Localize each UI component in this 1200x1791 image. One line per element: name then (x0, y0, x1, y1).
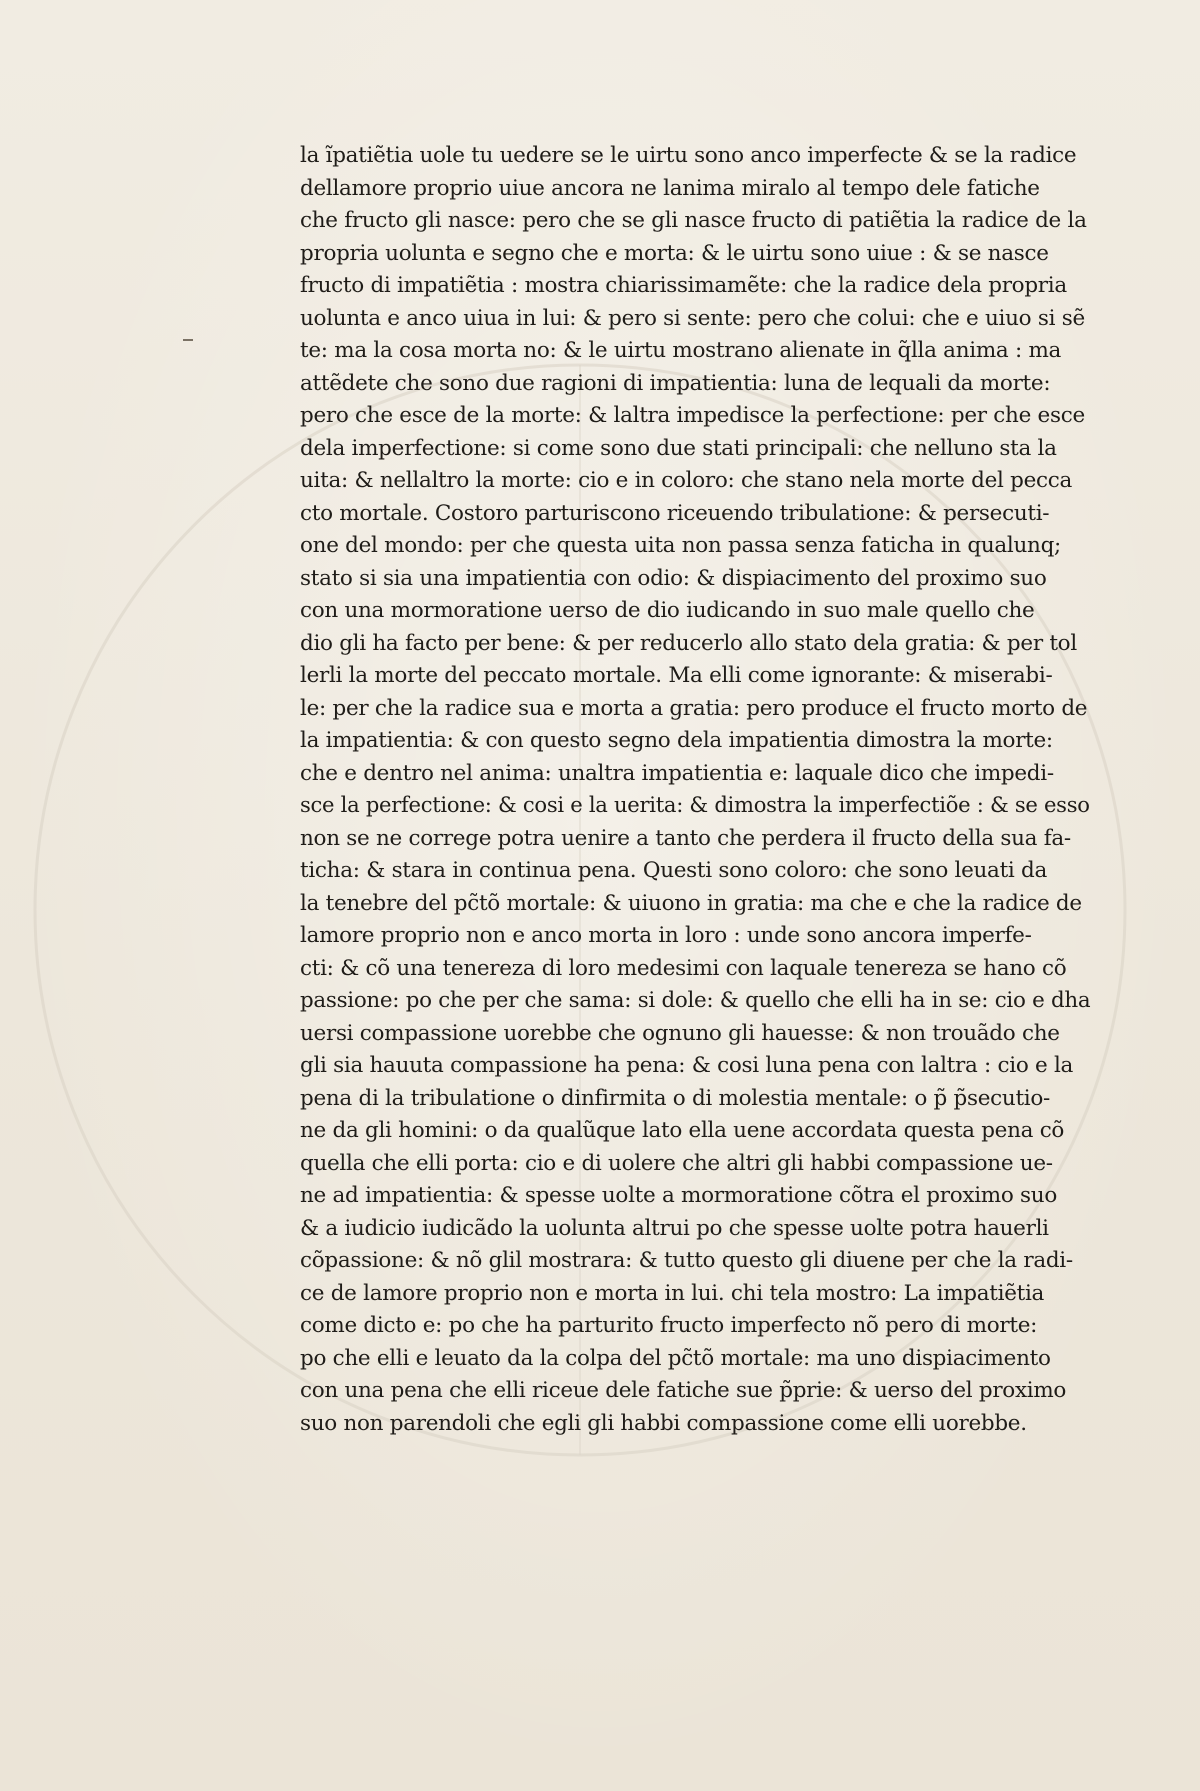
text-line: ticha: & stara in continua pena. Questi sono coloro: che sono leuati da (300, 858, 1048, 883)
text-line: le: per che la radice sua e morta a gratia: pero produce el fructo morto de (300, 695, 1088, 721)
text-line: cto mortale. Costoro parturiscono riceuendo tribulatione: & persecuti- (300, 500, 1050, 526)
text-line: quella che elli porta: cio e di uolere che altri gli habbi compassione ue- (300, 1150, 1053, 1176)
text-line: po che elli e leuato da la colpa del pc̃tõ mortale: ma uno dispiacimento (300, 1345, 1051, 1371)
text-line: la impatientia: & con questo segno dela impatientia dimostra la morte: (300, 728, 1053, 753)
text-line: uolunta e anco uiua in lui: & pero si sente: pero che colui: che e uiuo si sẽ (300, 305, 1085, 331)
text-line: fructo di impatiẽtia : mostra chiarissimamẽte: che la radice dela propria (300, 273, 1067, 298)
text-line: te: ma la cosa morta no: & le uirtu mostrano alienate in q̃lla anima : ma (300, 338, 1062, 363)
text-line: passione: po che per che sama: si dole: & quello che elli ha in se: cio e dha (300, 988, 1091, 1013)
text-line: che fructo gli nasce: pero che se gli nasce fructo di patiẽtia la radice de la (300, 208, 1087, 233)
text-line: ce de lamore proprio non e morta in lui. chi tela mostro: La impatiẽtia (300, 1280, 1045, 1306)
text-line: come dicto e: po che ha parturito fructo imperfecto nõ pero di morte: (300, 1313, 1038, 1338)
text-line: cõpassione: & nõ glil mostrara: & tutto questo gli diuene per che la radi- (300, 1248, 1073, 1273)
text-line: dela imperfectione: si come sono due stati principali: che nelluno sta la (300, 435, 1057, 461)
text-line: la ĩpatiẽtia uole tu uedere se le uirtu sono anco imperfecte & se la radice (300, 143, 1077, 168)
text-line: & a iudicio iudicãdo la uolunta altrui po che spesse uolte potra hauerli (300, 1215, 1049, 1241)
text-line: con una pena che elli riceue dele fatiche sue p̃prie: & uerso del proximo (300, 1378, 1067, 1403)
main-text-block (300, 140, 1090, 1440)
text-line: suo non parendoli che egli gli habbi compassione come elli uorebbe. (300, 1410, 1027, 1436)
text-line: one del mondo: per che questa uita non passa senza faticha in qualunq; (300, 533, 1061, 558)
text-line: stato si sia una impatientia con odio: & dispiacimento del proximo suo (300, 565, 1047, 591)
text-line: dellamore proprio uiue ancora ne lanima miralo al tempo dele fatiche (300, 175, 1040, 201)
text-line: non se ne correge potra uenire a tanto che perdera il fructo della sua fa- (300, 825, 1071, 851)
text-line: lamore proprio non e anco morta in loro : unde sono ancora imperfe- (300, 923, 1032, 948)
text-line: propria uolunta e segno che e morta: & le uirtu sono uiue : & se nasce (300, 240, 1049, 266)
text-line: attẽdete che sono due ragioni di impatientia: luna de lequali da morte: (300, 370, 1051, 396)
text-line: sce la perfectione: & cosi e la uerita: & dimostra la imperfectiõe : & se esso (300, 793, 1090, 818)
text-line: cti: & cõ una tenereza di loro medesimi con laquale tenereza se hano cõ (300, 955, 1067, 981)
text-line: con una mormoratione uerso de dio iudicando in suo male quello che (300, 598, 1035, 623)
text-line: gli sia hauuta compassione ha pena: & cosi luna pena con laltra : cio e la (300, 1053, 1074, 1078)
text-line: la tenebre del pc̃tõ mortale: & uiuono in gratia: ma che e che la radice de (300, 890, 1082, 916)
text-line: uita: & nellaltro la morte: cio e in coloro: che stano nela morte del pecca (300, 468, 1072, 493)
text-line: uersi compassione uorebbe che ognuno gli hauesse: & non trouãdo che (300, 1020, 1060, 1046)
margin-mark (183, 339, 193, 341)
text-line: lerli la morte del peccato mortale. Ma elli come ignorante: & miserabi- (300, 663, 1053, 688)
text-line: che e dentro nel anima: unaltra impatientia e: laquale dico che impedi- (300, 760, 1054, 786)
text-line: ne da gli homini: o da qualũque lato ella uene accordata questa pena cõ (300, 1118, 1065, 1143)
text-line: dio gli ha facto per bene: & per reducerlo allo stato dela gratia: & per tol (300, 630, 1077, 656)
text-line: ne ad impatientia: & spesse uolte a mormoratione cõtra el proximo suo (300, 1183, 1057, 1208)
text-line: pena di la tribulatione o dinfirmita o di molestia mentale: o p̃ p̃secutio- (300, 1085, 1050, 1111)
text-line: pero che esce de la morte: & laltra impedisce la perfectione: per che esce (300, 403, 1085, 428)
